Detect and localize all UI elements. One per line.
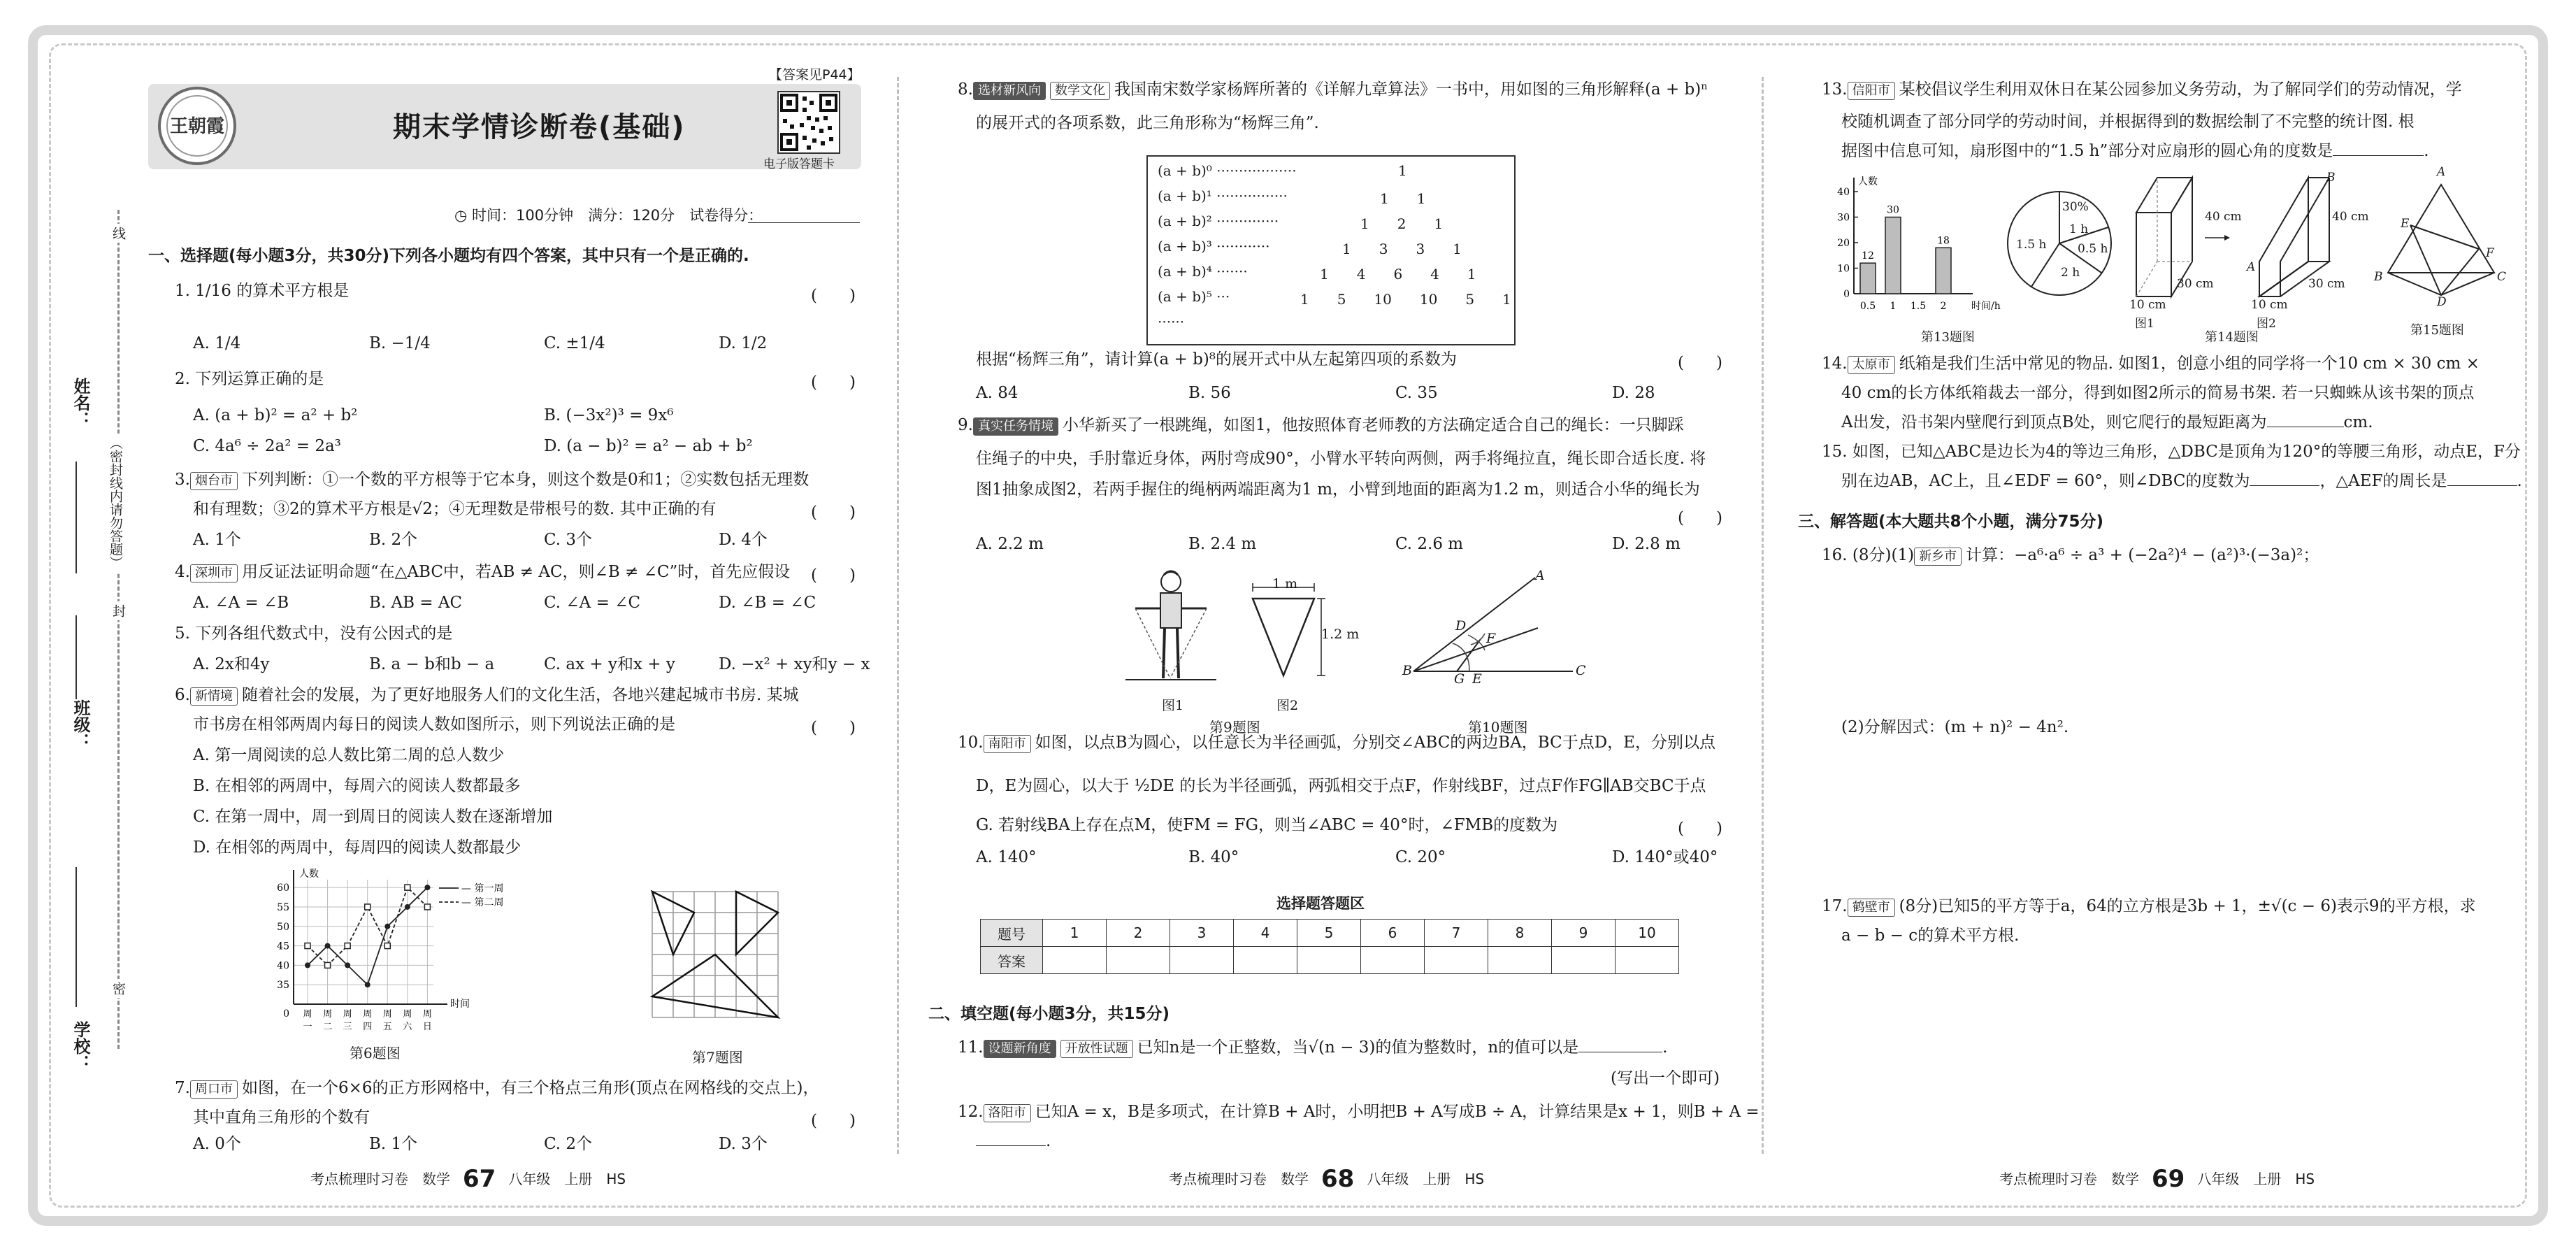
q9-stem-line2: 住绳子的中央，手肘靠近身体，两肘弯成90°，小臂水平转向两侧，两手将绳拉直，绳长即合适长度. 将 <box>976 450 1706 468</box>
x-tick-label: 周 <box>343 1009 352 1020</box>
q8-option-a[interactable]: A. 84 <box>976 384 1019 402</box>
section3-title: 三、解答题(本大题共8个小题，满分75分) <box>1798 513 2104 531</box>
q8-stem-line2: 的展开式的各项系数，此三角形称为“杨辉三角”. <box>976 114 1319 132</box>
answer-cell-1[interactable] <box>1043 947 1107 974</box>
q6-stem-line2: 市书房在相邻两周内每日的阅读人数如图所示，则下列说法正确的是 <box>193 715 675 734</box>
fig6-caption: 第6题图 <box>350 1045 401 1061</box>
q7-stem-line2: 其中直角三角形的个数有 <box>193 1108 370 1127</box>
q9-length-1m: 1 m <box>1272 576 1298 592</box>
q12-region-tag: 洛阳市 <box>984 1104 1031 1122</box>
x-tick-label: 周 <box>323 1009 333 1020</box>
data-point <box>305 962 310 968</box>
q10-option-a[interactable]: A. 140° <box>976 848 1037 866</box>
answer-table-num-3: 3 <box>1170 920 1234 947</box>
q10-option-b[interactable]: B. 40° <box>1188 848 1239 866</box>
answer-cell-9[interactable] <box>1552 947 1616 974</box>
q11-tag-1: 设题新角度 <box>984 1040 1056 1058</box>
q7-option-c[interactable]: C. 2个 <box>544 1135 593 1153</box>
q6-answer-paren[interactable]: ( ) <box>811 719 856 737</box>
q13-stem-text-3: 据图中信息可知，扇形图中的“1.5 h”部分对应扇形的圆心角的度数是 <box>1841 142 2333 160</box>
q11-answer-blank[interactable] <box>1578 1036 1662 1052</box>
q14-point-b: B <box>2326 171 2336 185</box>
q9-stem-line1: 9. 真实任务情境 小华新买了一根跳绳，如图1，他按照体育老师教的方法确定适合自己的绳长：一只脚踩 <box>958 416 1684 434</box>
yanghui-row-5-coefs: 1 5 10 10 5 1 <box>1300 291 1511 308</box>
q9-caption: 第9题图 <box>1209 719 1260 736</box>
q10-caption: 第10题图 <box>1468 719 1528 736</box>
x-tick-label: 二 <box>323 1022 333 1032</box>
q3-answer-paren[interactable]: ( ) <box>811 503 856 522</box>
q10-region-tag: 南阳市 <box>984 735 1031 753</box>
q13-bar-chart <box>1829 171 2001 322</box>
q11-tag-2: 开放性试题 <box>1060 1040 1133 1058</box>
data-point <box>405 885 410 890</box>
data-point <box>325 962 331 968</box>
section1-title: 一、选择题(每小题3分，共30分)下列各小题均有四个答案，其中只有一个是正确的. <box>148 247 749 265</box>
q6-region-tag: 新情境 <box>190 687 238 706</box>
footer-grade: 八年级 上册 HS <box>2197 1171 2315 1187</box>
school-line <box>75 867 77 1007</box>
yanghui-row-0: (a + b)⁰ ·················· <box>1158 162 1297 179</box>
x-tick-label: 周 <box>363 1009 373 1020</box>
y-tick-label: 45 <box>277 941 289 952</box>
q9-tag: 真实任务情境 <box>973 417 1058 436</box>
answer-cell-8[interactable] <box>1488 947 1552 974</box>
answer-table <box>980 919 1679 974</box>
q6-stem-text: 随着社会的发展，为了更好地服务人们的文化生活，各地兴建起城市书房. 某城 <box>241 686 799 704</box>
seal-feng-label: 封 <box>109 601 128 620</box>
answer-table-num-10: 10 <box>1616 920 1679 947</box>
answer-cell-10[interactable] <box>1616 947 1679 974</box>
q15-point-f: F <box>2486 246 2494 260</box>
footer-series: 考点梳理时习卷 数学 <box>1999 1171 2139 1187</box>
yanghui-row-4-coefs: 1 4 6 4 1 <box>1320 266 1476 283</box>
q9-stem-line3: 图1抽象成图2，若两手握住的绳柄两端距离为1 m，小臂到地面的距离为1.2 m，则适合小华的绳长为 <box>976 480 1700 499</box>
q14-dim-30cm-a: 30 cm <box>2177 277 2214 291</box>
q14-caption: 第14题图 <box>2205 330 2259 345</box>
bar-value-label: 30 <box>1887 204 1899 216</box>
q8-tag-2: 数学文化 <box>1050 82 1110 100</box>
q17-region-tag: 鹤壁市 <box>1848 899 1895 917</box>
q5-option-b[interactable]: B. a − b和b − a <box>369 655 495 673</box>
q10-stem-text: 如图，以点B为圆心，以任意长为半径画弧，分别交∠ABC的两边BA，BC于点D，E，分别以点 <box>1035 734 1715 752</box>
legend-label: — 第二周 <box>461 897 504 908</box>
q14-unit: cm. <box>2343 413 2373 431</box>
footer-page-67 <box>310 1162 626 1193</box>
q2-option-c[interactable]: C. 4a⁶ ÷ 2a² = 2a³ <box>193 437 341 455</box>
q2-option-b[interactable]: B. (−3x²)³ = 9x⁶ <box>544 406 674 424</box>
data-point <box>384 943 390 949</box>
q15-figure <box>2378 176 2507 305</box>
data-point <box>384 924 390 929</box>
yanghui-row-4: (a + b)⁴ ······· <box>1158 263 1248 280</box>
q13-answer-blank[interactable] <box>2333 140 2424 156</box>
q1-stem: 1. 1/16 的算术平方根是 <box>175 282 350 300</box>
q14-dim-40cm-a: 40 cm <box>2205 210 2242 224</box>
q7-option-a[interactable]: A. 0个 <box>193 1135 241 1153</box>
name-line <box>75 462 77 573</box>
q17-stem-line2: a − b − c的算术平方根. <box>1841 927 2020 945</box>
q4-stem: 4. 深圳市 用反证法证明命题“在△ABC中，若AB ≠ AC，则∠B ≠ ∠C”时，首先应假设 <box>175 563 791 581</box>
q2-option-a[interactable]: A. (a + b)² = a² + b² <box>193 406 358 424</box>
q13-stem-line1: 13. 信阳市 某校倡议学生利用双休日在某公园参加义务劳动，为了解同学们的劳动情况，学 <box>1822 80 2462 99</box>
q5-option-d[interactable]: D. −x² + xy和y − x <box>719 655 870 673</box>
q10-point-c: C <box>1576 663 1586 678</box>
q1-option-b[interactable]: B. −1/4 <box>369 334 431 352</box>
q8-option-c[interactable]: C. 35 <box>1395 384 1438 402</box>
q13-region-tag: 信阳市 <box>1848 82 1895 100</box>
q10-stem-line2: D，E为圆心，以大于 ½DE 的长为半径画弧，两弧相交于点F，作射线BF，过点F作FG∥AB交BC于点 <box>976 777 1706 795</box>
q13-stem-line2: 校随机调查了部分同学的劳动时间，并根据得到的数据绘制了不完整的统计图. 根 <box>1841 113 2415 131</box>
q10-point-a: A <box>1535 568 1545 583</box>
seal-line-label: 线 <box>109 224 128 243</box>
q14-stem-line3 <box>1841 411 2373 434</box>
y-tick-label: 30 <box>1837 212 1850 224</box>
answer-table-num-1: 1 <box>1043 920 1107 947</box>
q13-stem-text: 某校倡议学生利用双休日在某公园参加义务劳动，为了解同学们的劳动情况，学 <box>1899 80 2462 99</box>
x-tick-label: 0.5 <box>1859 301 1876 312</box>
yanghui-row-dots: ······ <box>1158 313 1185 330</box>
q1-option-a[interactable]: A. 1/4 <box>193 334 241 352</box>
x-axis-label: 时间/h <box>1971 301 2001 312</box>
q9-option-d[interactable]: D. 2.8 m <box>1612 535 1681 553</box>
y-tick-label: 20 <box>1837 238 1850 249</box>
q8-option-d[interactable]: D. 28 <box>1612 384 1655 402</box>
q8-tag-1: 选材新风向 <box>973 82 1046 100</box>
q3-option-d[interactable]: D. 4个 <box>719 531 768 549</box>
q14-stem-text-3: A出发，沿书架内壁爬行到顶点B处，则它爬行的最短距离为 <box>1841 413 2267 431</box>
answer-table-num-6: 6 <box>1361 920 1425 947</box>
seal-note: （密封线内请勿答题） <box>106 434 125 572</box>
q3-option-a[interactable]: A. 1个 <box>193 531 241 549</box>
q14-fig1-label: 图1 <box>2135 317 2154 331</box>
q13-caption: 第13题图 <box>1921 330 1975 345</box>
x-tick-label: 一 <box>303 1022 312 1032</box>
pie-label-1-5h: 1.5 h <box>2016 238 2047 252</box>
q15-point-d: D <box>2437 295 2447 309</box>
data-point <box>405 904 410 910</box>
q6-option-c[interactable]: C. 在第一周中，周一到周日的阅读人数在逐渐增加 <box>193 808 553 826</box>
footer-page-68 <box>1169 1162 1485 1193</box>
seal-cut-line <box>117 210 120 1049</box>
q7-option-b[interactable]: B. 1个 <box>369 1135 418 1153</box>
q15-point-e: E <box>2401 217 2410 231</box>
footer-series: 考点梳理时习卷 数学 <box>1169 1171 1309 1187</box>
data-point <box>424 885 430 890</box>
yanghui-row-2: (a + b)² ·············· <box>1158 213 1279 229</box>
q2-stem: 2. 下列运算正确的是 <box>175 370 324 388</box>
q15-stem-line1: 15. 如图，已知△ABC是边长为4的等边三角形，△DBC是顶角为120°的等腰三角形，动点E，F分 <box>1822 443 2521 461</box>
q4-option-a[interactable]: A. ∠A = ∠B <box>193 594 289 612</box>
q16-region-tag: 新乡市 <box>1914 548 1962 566</box>
y-tick-label: 50 <box>277 921 289 933</box>
seal-mi-label: 密 <box>109 979 128 998</box>
q10-stem-line1: 10. 南阳市 如图，以点B为圆心，以任意长为半径画弧，分别交∠ABC的两边BA，BC于点D，E，分别以点 <box>958 734 1715 752</box>
column-divider-1 <box>897 77 899 1154</box>
q1-answer-paren[interactable]: ( ) <box>811 287 856 305</box>
q15-point-c: C <box>2497 270 2507 284</box>
pie-label-0-5h: 0.5 h <box>2078 242 2108 256</box>
answer-table-num-8: 8 <box>1488 920 1552 947</box>
qr-caption: 电子版答题卡 <box>763 157 835 171</box>
y-tick-label: 35 <box>277 980 289 992</box>
q6-option-b[interactable]: B. 在相邻的两周中，每周六的阅读人数都最多 <box>193 777 521 795</box>
answer-table-row1-label: 题号 <box>981 920 1043 947</box>
q14-stem-text: 纸箱是我们生活中常见的物品. 如图1，创意小组的同学将一个10 cm × 30 cm × <box>1899 355 2480 373</box>
column-divider-2 <box>1762 77 1764 1154</box>
footer-series: 考点梳理时习卷 数学 <box>310 1171 450 1187</box>
bar <box>1860 263 1876 294</box>
page-number: 68 <box>1321 1165 1355 1193</box>
q9-fig2-label: 图2 <box>1276 698 1299 713</box>
q9-figure1-person <box>1125 566 1216 692</box>
q6-stem-line1: 6. 新情境 随着社会的发展，为了更好地服务人们的文化生活，各地兴建起城市书房. 某城 <box>175 686 799 704</box>
yanghui-row-2-coefs: 1 2 1 <box>1360 215 1444 232</box>
q14-fig2-label: 图2 <box>2257 317 2276 331</box>
yanghui-row-3: (a + b)³ ············ <box>1158 238 1270 255</box>
q14-point-a: A <box>2247 260 2256 274</box>
q15-point-b: B <box>2374 270 2383 284</box>
school-label: 学校： <box>71 1021 90 1071</box>
q10-option-c[interactable]: C. 20° <box>1395 848 1446 866</box>
footer-grade: 八年级 上册 HS <box>1367 1171 1485 1187</box>
q8-answer-paren[interactable]: ( ) <box>1678 354 1722 372</box>
brand-logo <box>158 87 236 165</box>
q10-point-d: D <box>1455 618 1467 634</box>
q15-stem-text-3: ，△AEF的周长是 <box>2319 472 2447 490</box>
q17-stem-line1: 17. 鹤壁市 (8分)已知5的平方等于a，64的立方根是3b + 1，±√(c − 6)表示9的平方根，求 <box>1822 897 2476 915</box>
x-tick-label: 三 <box>343 1022 352 1032</box>
bar-value-label: 12 <box>1862 250 1874 262</box>
q15-answer-blank-2[interactable] <box>2447 470 2517 486</box>
time-score-line: ◷ 时间：100分钟 满分：120分 试卷得分： <box>454 207 763 224</box>
q10-point-b: B <box>1402 663 1412 678</box>
q4-answer-paren[interactable]: ( ) <box>811 566 856 585</box>
data-point <box>325 943 331 949</box>
pie-label-30pct: 30% <box>2062 200 2089 214</box>
q9-fig1-label: 图1 <box>1162 698 1184 713</box>
q5-option-c[interactable]: C. ax + y和x + y <box>544 655 675 673</box>
x-tick-label: 2 <box>1940 301 1947 312</box>
yanghui-row-1-coefs: 1 1 <box>1380 190 1426 207</box>
page-number: 67 <box>463 1165 496 1193</box>
pie-label-2h: 2 h <box>2061 266 2080 280</box>
data-point <box>365 904 370 910</box>
q15-stem-text-2: 别在边AB，AC上，且∠EDF = 60°，则∠DBC的度数为 <box>1841 472 2250 490</box>
x-tick-label: 四 <box>363 1022 373 1032</box>
data-point <box>365 982 370 987</box>
q12-stem-text: 已知A = x，B是多项式，在计算B + A时，小明把B + A写成B ÷ A，计算结果是x + 1，则B + A = <box>1035 1103 1760 1121</box>
q2-answer-paren[interactable]: ( ) <box>811 373 856 392</box>
q14-stem-line2: 40 cm的长方体纸箱裁去一部分，得到如图2所示的简易书架. 若一只蜘蛛从该书架的顶点 <box>1841 384 2475 402</box>
q5-option-a[interactable]: A. 2x和4y <box>193 655 270 673</box>
q13-stem-line3: 据图中信息可知，扇形图中的“1.5 h”部分对应扇形的圆心角的度数是 . <box>1841 140 2429 162</box>
q14-dim-30cm-b: 30 cm <box>2308 277 2345 291</box>
q9-stem-text: 小华新买了一根跳绳，如图1，他按照体育老师教的方法确定适合自己的绳长：一只脚踩 <box>1062 416 1684 434</box>
q8-stem-line3: 根据“杨辉三角”，请计算(a + b)⁸的展开式中从左起第四项的系数为 <box>976 350 1458 369</box>
q4-region-tag: 深圳市 <box>190 564 238 582</box>
x-tick-label: 周 <box>303 1009 312 1020</box>
class-line <box>75 615 77 699</box>
y-tick-label: 0 <box>1843 289 1850 300</box>
q7-option-d[interactable]: D. 3个 <box>719 1135 768 1153</box>
q16-stem: 16. (8分)(1) <box>1822 546 1915 564</box>
answer-table-title: 选择题答题区 <box>1276 895 1365 912</box>
q10-option-d[interactable]: D. 140°或40° <box>1612 848 1718 866</box>
x-tick-label: 1.5 <box>1910 301 1927 312</box>
q11-stem: 11. 设题新角度 开放性试题 已知n是一个正整数，当√(n − 3)的值为整数时，n的值可以是 . <box>958 1036 1667 1059</box>
q14-stem-line1: 14. 太原市 纸箱是我们生活中常见的物品. 如图1，创意小组的同学将一个10 cm × 30 cm × <box>1822 355 2480 373</box>
q4-stem-text: 用反证法证明命题“在△ABC中，若AB ≠ AC，则∠B ≠ ∠C”时，首先应假设 <box>241 563 791 581</box>
q12-answer-blank[interactable] <box>976 1130 1046 1146</box>
name-label: 姓名： <box>71 378 90 428</box>
answer-cell-5[interactable] <box>1297 947 1361 974</box>
q11-stem-text: 已知n是一个正整数，当√(n − 3)的值为整数时，n的值可以是 <box>1137 1038 1579 1057</box>
x-tick-label: 周 <box>422 1009 432 1020</box>
footer-grade: 八年级 上册 HS <box>508 1171 626 1187</box>
q7-stem-text: 如图，在一个6×6的正方形网格中，有三个格点三角形(顶点在网格线的交点上)， <box>241 1079 819 1097</box>
q9-option-a[interactable]: A. 2.2 m <box>976 535 1044 553</box>
q9-option-c[interactable]: C. 2.6 m <box>1395 535 1464 553</box>
data-point <box>424 904 430 910</box>
y-tick-label: 60 <box>277 882 289 894</box>
answer-cell-4[interactable] <box>1234 947 1297 974</box>
answer-table-num-4: 4 <box>1234 920 1297 947</box>
q1-option-c[interactable]: C. ±1/4 <box>544 334 605 352</box>
bar <box>1936 248 1951 294</box>
yanghui-triangle-box <box>1146 155 1516 345</box>
q10-point-e: E <box>1472 671 1482 687</box>
answer-table-num-5: 5 <box>1297 920 1361 947</box>
yanghui-row-1: (a + b)¹ ················ <box>1158 187 1288 204</box>
y-tick-label: 40 <box>1837 187 1850 198</box>
answer-cell-6[interactable] <box>1361 947 1425 974</box>
x-axis-label: 时间 <box>450 999 470 1010</box>
logo-text: 王朝霞 <box>169 116 224 137</box>
q6-option-a[interactable]: A. 第一周阅读的总人数比第二周的总人数少 <box>193 746 505 764</box>
q3-option-b[interactable]: B. 2个 <box>369 531 418 549</box>
footer-page-69 <box>1999 1162 2315 1193</box>
q2-option-d[interactable]: D. (a − b)² = a² − ab + b² <box>544 437 753 455</box>
q15-caption: 第15题图 <box>2410 323 2464 338</box>
q11-note: (写出一个即可) <box>1611 1069 1720 1087</box>
answer-cell-3[interactable] <box>1170 947 1234 974</box>
x-tick-label: 六 <box>403 1022 412 1032</box>
y-axis-label: 人数 <box>1858 176 1878 187</box>
answer-table-num-2: 2 <box>1107 920 1170 947</box>
q4-option-b[interactable]: B. AB = AC <box>369 594 463 612</box>
q16-expression: 计算：−a⁶·a⁶ ÷ a³ + (−2a²)⁴ − (a²)³·(−3a)²； <box>1966 546 2319 564</box>
q8-stem-text: 我国南宋数学家杨辉所著的《详解九章算法》一书中，用如图的三角形解释(a + b)ⁿ <box>1114 80 1708 99</box>
q15-answer-blank-1[interactable] <box>2250 470 2319 486</box>
score-blank[interactable] <box>748 222 860 223</box>
answer-reference: 【答案见P44】 <box>769 67 861 83</box>
q12-blank-line: . <box>976 1130 1051 1152</box>
qr-code[interactable] <box>777 91 840 154</box>
page-number: 69 <box>2152 1165 2185 1193</box>
y-tick-label: 0 <box>283 1008 289 1020</box>
q17-stem-text: (8分)已知5的平方等于a，64的立方根是3b + 1，±√(c − 6)表示9的平方根，求 <box>1899 897 2476 915</box>
q14-answer-blank[interactable] <box>2267 411 2344 427</box>
fig7-caption: 第7题图 <box>692 1049 743 1066</box>
q14-region-tag: 太原市 <box>1848 356 1895 374</box>
pie-label-1h: 1 h <box>2069 222 2089 236</box>
y-tick-label: 55 <box>277 901 289 913</box>
yanghui-row-3-coefs: 1 3 3 1 <box>1342 241 1462 257</box>
q10-stem-line3: G. 若射线BA上存在点M，使FM = FG，则当∠ABC = 40°时，∠FMB的度数为 <box>976 816 1558 834</box>
x-tick-label: 1 <box>1890 301 1897 312</box>
legend-label: — 第一周 <box>461 883 504 894</box>
answer-cell-7[interactable] <box>1425 947 1488 974</box>
q10-answer-paren[interactable]: ( ) <box>1678 820 1722 838</box>
q7-grid-figure <box>650 889 780 1020</box>
q5-stem: 5. 下列各组代数式中，没有公因式的是 <box>175 624 453 643</box>
yanghui-row-0-coefs: 1 <box>1398 162 1407 179</box>
q8-stem-line1: 8. 选材新风向 数学文化 我国南宋数学家杨辉所著的《详解九章算法》一书中，用如图的三角形解释(a + b)ⁿ <box>958 80 1708 99</box>
data-point <box>345 962 350 968</box>
q4-option-c[interactable]: C. ∠A = ∠C <box>544 594 641 612</box>
answer-cell-2[interactable] <box>1107 947 1170 974</box>
q15-stem-line2: 别在边AB，AC上，且∠EDF = 60°，则∠DBC的度数为 ，△AEF的周长是 . <box>1841 470 2522 492</box>
q7-region-tag: 周口市 <box>190 1080 238 1099</box>
data-point <box>305 943 310 949</box>
q9-length-1-2m: 1.2 m <box>1321 627 1360 642</box>
bar <box>1885 217 1901 294</box>
q7-answer-paren[interactable]: ( ) <box>811 1112 856 1130</box>
q3-stem-line2: 和有理数；③2的算术平方根是√2；④无理数是带根号的数. 其中正确的有 <box>193 500 717 518</box>
answer-table-row2-label: 答案 <box>981 947 1043 974</box>
class-label: 班级： <box>71 699 90 750</box>
data-point <box>345 943 350 949</box>
q3-stem-line1: 3. 烟台市 下列判断：①一个数的平方根等于它本身，则这个数是0和1；②实数包括无理数 <box>175 471 810 489</box>
q14-dim-10cm-b: 10 cm <box>2251 298 2288 312</box>
q4-option-d[interactable]: D. ∠B = ∠C <box>719 594 816 612</box>
q6-line-chart <box>266 867 517 1035</box>
q8-option-b[interactable]: B. 56 <box>1188 384 1231 402</box>
y-tick-label: 40 <box>277 960 289 972</box>
q12-stem: 12. 洛阳市 已知A = x，B是多项式，在计算B + A时，小明把B + A写成B ÷ A，计算结果是x + 1，则B + A = <box>958 1103 1760 1121</box>
x-tick-label: 周 <box>382 1009 392 1020</box>
y-tick-label: 10 <box>1837 263 1850 275</box>
q10-figure <box>1398 568 1594 694</box>
q6-option-d[interactable]: D. 在相邻的两周中，每周四的阅读人数都最少 <box>193 838 521 857</box>
q10-point-g: G <box>1454 671 1465 687</box>
bar-value-label: 18 <box>1937 235 1950 247</box>
q3-region-tag: 烟台市 <box>190 472 238 490</box>
y-axis-label: 人数 <box>299 868 319 880</box>
q10-point-f: F <box>1486 631 1496 646</box>
q15-point-a: A <box>2437 165 2446 179</box>
exam-title: 期末学情诊断卷(基础) <box>393 111 686 143</box>
answer-table-num-9: 9 <box>1552 920 1616 947</box>
x-tick-label: 日 <box>422 1022 432 1032</box>
q16-part2: (2)分解因式：(m + n)² − 4n². <box>1841 718 2069 736</box>
q14-dim-10cm-a: 10 cm <box>2129 298 2166 312</box>
section2-title: 二、填空题(每小题3分，共15分) <box>928 1005 1170 1023</box>
q16-part1 <box>1822 544 2319 566</box>
q7-stem-line1: 7. 周口市 如图，在一个6×6的正方形网格中，有三个格点三角形(顶点在网格线的交点上)， <box>175 1079 819 1097</box>
x-tick-label: 五 <box>382 1022 392 1032</box>
yanghui-row-5: (a + b)⁵ ··· <box>1158 288 1230 305</box>
q3-option-c[interactable]: C. 3个 <box>544 531 593 549</box>
x-tick-label: 周 <box>403 1009 412 1020</box>
q1-option-d[interactable]: D. 1/2 <box>719 334 768 352</box>
q14-dim-40cm-b: 40 cm <box>2332 210 2369 224</box>
q9-option-b[interactable]: B. 2.4 m <box>1188 535 1257 553</box>
q9-answer-paren[interactable]: ( ) <box>1678 509 1722 527</box>
q3-stem-text: 下列判断：①一个数的平方根等于它本身，则这个数是0和1；②实数包括无理数 <box>241 471 810 489</box>
answer-table-num-7: 7 <box>1425 920 1488 947</box>
